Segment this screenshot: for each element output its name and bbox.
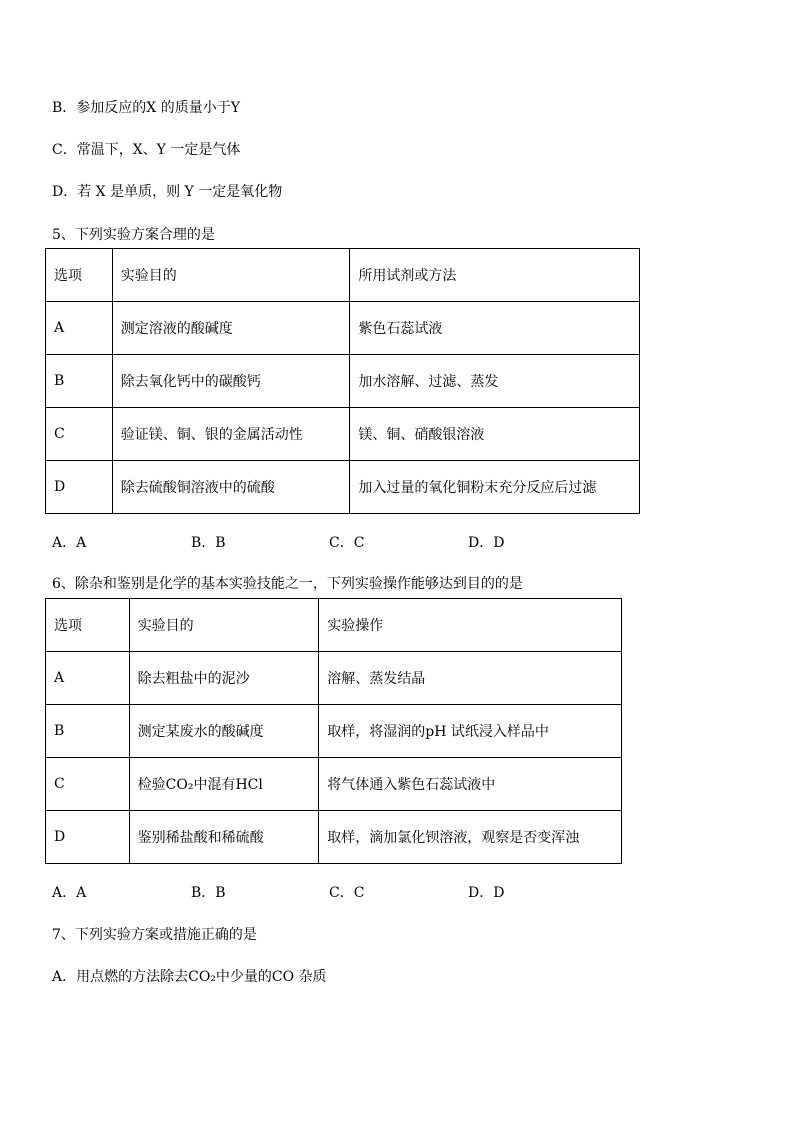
table-cell: 加水溶解、过滤、蒸发 [350,355,640,408]
table-cell: 鉴别稀盐酸和稀硫酸 [129,811,319,864]
table-header-cell: 选项 [46,249,113,302]
q7-option-a: A．用点燃的方法除去CO₂中少量的CO 杂质 [52,969,327,985]
choice-c[interactable]: C．C [329,535,365,551]
table-header-cell: 所用试剂或方法 [350,249,640,302]
choice-d[interactable]: D．D [468,885,505,901]
table-row [46,652,622,705]
table-header-row [46,599,622,652]
table-cell: 溶解、蒸发结晶 [319,652,622,705]
table-header-cell: 选项 [46,599,130,652]
table-row [46,408,640,461]
table-cell: D [46,811,130,864]
q6-stem: 6、除杂和鉴别是化学的基本实验技能之一，下列实验操作能够达到目的的是 [52,576,523,592]
choice-d[interactable]: D．D [468,535,505,551]
q5-table [45,248,640,514]
table-cell: C [46,758,130,811]
table-cell: C [46,408,113,461]
choice-b[interactable]: B．B [191,535,226,551]
table-cell: 加入过量的氧化铜粉末充分反应后过滤 [350,461,640,514]
table-cell: 测定某废水的酸碱度 [129,705,319,758]
table-row [46,705,622,758]
table-cell: 除去氧化钙中的碳酸钙 [112,355,350,408]
table-cell: 将气体通入紫色石蕊试液中 [319,758,622,811]
table-cell: A [46,652,130,705]
table-cell: 除去硫酸铜溶液中的硫酸 [112,461,350,514]
table-cell: 验证镁、铜、银的金属活动性 [112,408,350,461]
choice-a[interactable]: A．A [52,535,87,551]
table-cell: 镁、铜、硝酸银溶液 [350,408,640,461]
q4-option-d: D．若 X 是单质，则 Y 一定是氧化物 [52,184,283,200]
table-header-cell: 实验操作 [319,599,622,652]
table-header-row [46,249,640,302]
table-row [46,355,640,408]
q4-option-b: B．参加反应的X 的质量小于Y [52,100,240,116]
q5-choices [52,534,652,552]
table-cell: 除去粗盐中的泥沙 [129,652,319,705]
table-cell: B [46,705,130,758]
table-header-cell: 实验目的 [112,249,350,302]
table-cell: 测定溶液的酸碱度 [112,302,350,355]
choice-a[interactable]: A．A [52,885,87,901]
table-cell: 取样，将湿润的pH 试纸浸入样品中 [319,705,622,758]
table-row [46,302,640,355]
q7-stem: 7、下列实验方案或措施正确的是 [52,927,257,943]
q4-option-c: C．常温下，X、Y 一定是气体 [52,142,241,158]
table-cell: A [46,302,113,355]
choice-c[interactable]: C．C [329,885,365,901]
table-cell: 取样，滴加氯化钡溶液，观察是否变浑浊 [319,811,622,864]
table-header-cell: 实验目的 [129,599,319,652]
table-row [46,811,622,864]
q5-stem: 5、下列实验方案合理的是 [52,227,215,243]
table-cell: B [46,355,113,408]
table-cell: 紫色石蕊试液 [350,302,640,355]
table-row [46,461,640,514]
table-cell: D [46,461,113,514]
table-cell: 检验CO₂中混有HCl [129,758,319,811]
q6-table [45,598,622,864]
q6-choices [52,884,652,902]
table-row [46,758,622,811]
choice-b[interactable]: B．B [191,885,226,901]
